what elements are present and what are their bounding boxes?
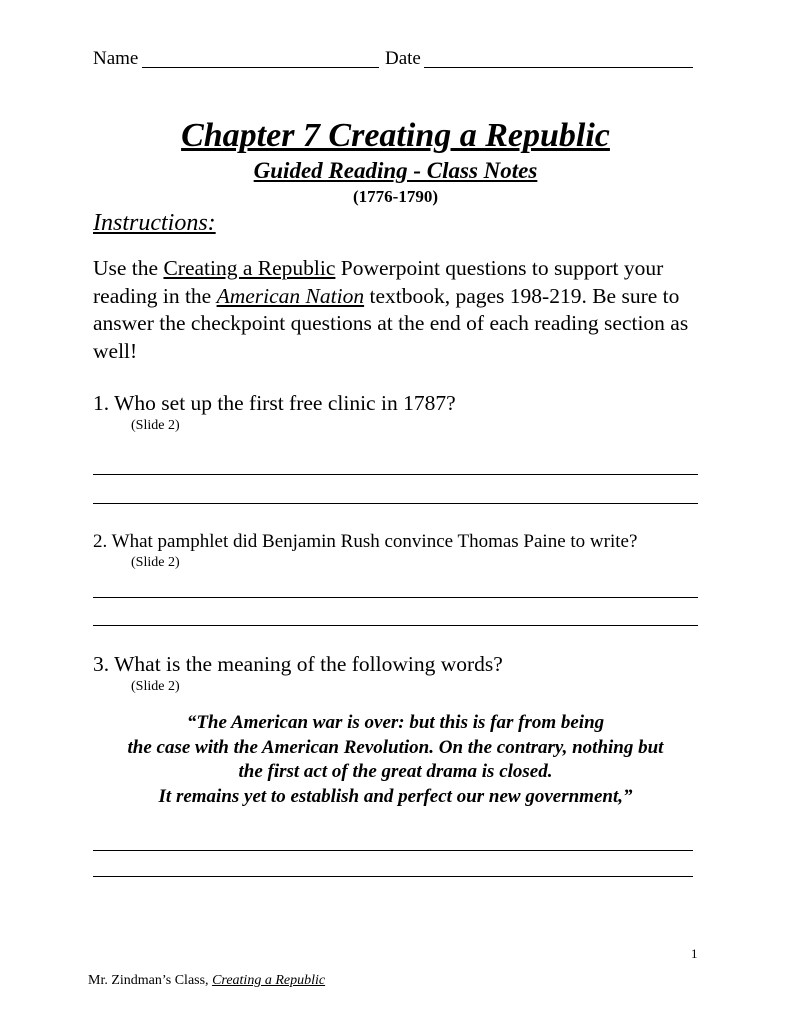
answer-line[interactable]: [93, 625, 698, 626]
page-title: Chapter 7 Creating a Republic: [181, 117, 610, 154]
answer-line[interactable]: [93, 597, 698, 598]
instructions-text: textbook, pages 198-219. Be sure to answer the checkpoint questions at the end of each reading section as well!: [93, 283, 689, 363]
footer-title: Creating a Republic: [212, 973, 326, 988]
textbook-title: American Nation: [216, 283, 365, 308]
date-blank-line[interactable]: [424, 67, 693, 68]
question-1-slide-ref: (Slide 2): [131, 418, 180, 433]
powerpoint-title: Creating a Republic: [163, 256, 336, 280]
answer-line[interactable]: [93, 503, 698, 504]
page-subtitle: Guided Reading - Class Notes: [253, 158, 538, 183]
instructions-heading: Instructions:: [93, 210, 216, 236]
footer: [88, 973, 325, 989]
question-2-slide-ref: (Slide 2): [131, 555, 180, 570]
answer-line[interactable]: [93, 850, 693, 851]
date-label: Date: [385, 48, 421, 69]
instructions-paragraph: [93, 255, 713, 365]
question-1: 1. Who set up the first free clinic in 1787?: [93, 391, 456, 415]
quote-line: It remains yet to establish and perfect our new government,”: [158, 785, 633, 807]
footer-text: Mr. Zindman’s Class,: [88, 973, 213, 988]
question-3: 3. What is the meaning of the following words?: [93, 652, 503, 676]
quote-block: [60, 711, 731, 809]
instructions-text: Use the: [93, 256, 164, 280]
name-label: Name: [93, 48, 139, 69]
quote-line: the first act of the great drama is closed.: [238, 761, 553, 782]
quote-line: “The American war is over: but this is far from being: [186, 712, 605, 733]
page-number: 1: [691, 946, 698, 961]
date-range: (1776-1790): [353, 187, 438, 206]
question-3-slide-ref: (Slide 2): [131, 679, 180, 694]
instructions-text: Powerpoint questions to support your reading in the: [93, 256, 664, 308]
answer-line[interactable]: [93, 876, 693, 877]
question-2: 2. What pamphlet did Benjamin Rush convince Thomas Paine to write?: [93, 531, 638, 552]
quote-line: the case with the American Revolution. On the contrary, nothing but: [127, 736, 664, 758]
name-blank-line[interactable]: [142, 67, 379, 68]
answer-line[interactable]: [93, 474, 698, 475]
